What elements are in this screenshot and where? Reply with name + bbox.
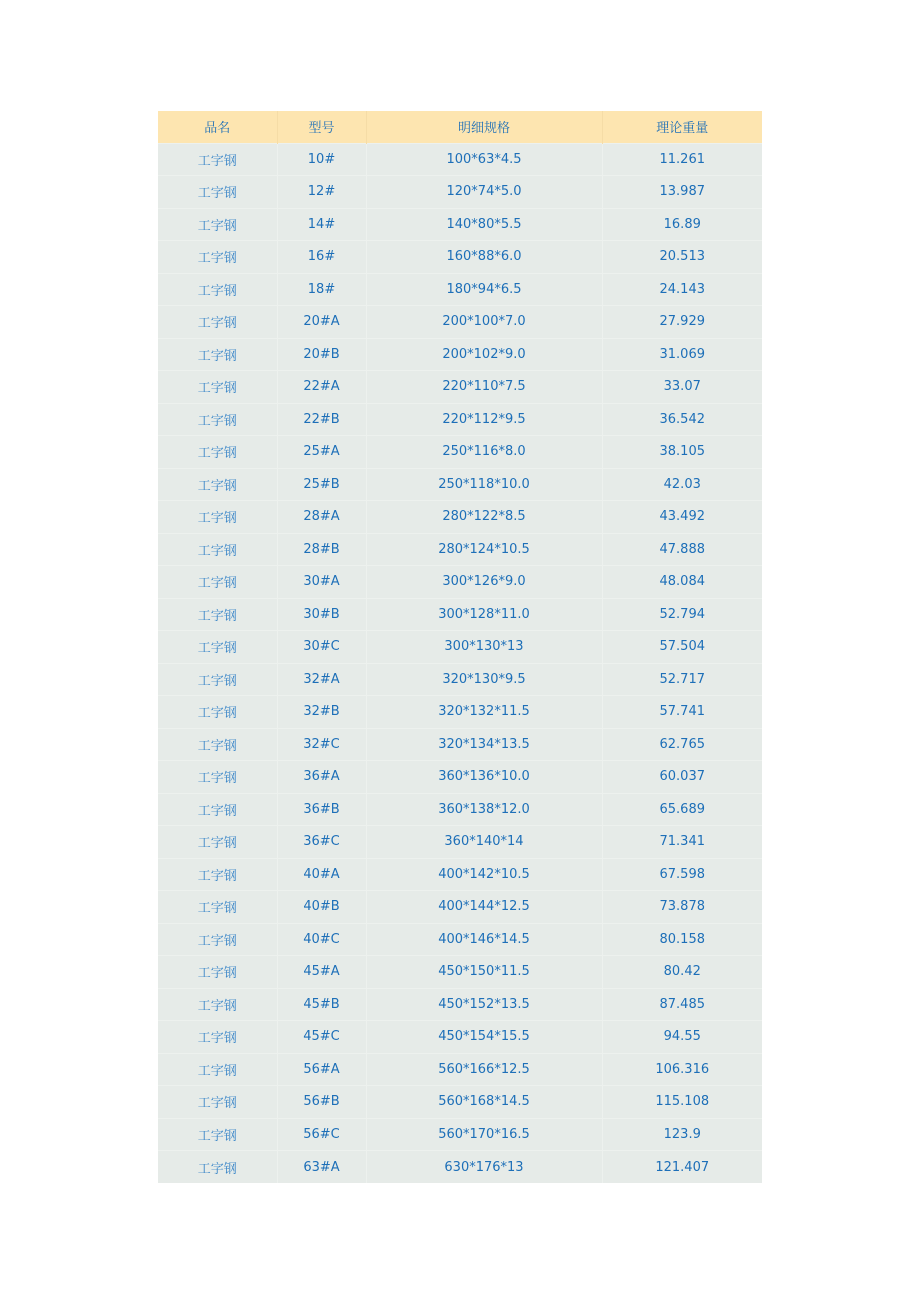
table-row bbox=[158, 793, 762, 826]
cell-model: 28#B bbox=[277, 533, 366, 566]
cell-theoretical-weight: 20.513 bbox=[602, 241, 762, 274]
cell-specification: 560*168*14.5 bbox=[366, 1086, 602, 1119]
cell-theoretical-weight: 121.407 bbox=[602, 1151, 762, 1184]
cell-model: 18# bbox=[277, 273, 366, 306]
cell-theoretical-weight: 80.158 bbox=[602, 923, 762, 956]
cell-specification: 360*138*12.0 bbox=[366, 793, 602, 826]
header-model: 型号 bbox=[277, 111, 366, 143]
cell-model: 40#B bbox=[277, 891, 366, 924]
cell-product-name: 工字钢 bbox=[158, 1151, 277, 1184]
header-row bbox=[158, 111, 762, 143]
cell-specification: 180*94*6.5 bbox=[366, 273, 602, 306]
cell-product-name: 工字钢 bbox=[158, 468, 277, 501]
table-row bbox=[158, 371, 762, 404]
cell-theoretical-weight: 48.084 bbox=[602, 566, 762, 599]
cell-model: 45#C bbox=[277, 1021, 366, 1054]
cell-model: 22#B bbox=[277, 403, 366, 436]
table-row bbox=[158, 631, 762, 664]
cell-model: 32#C bbox=[277, 728, 366, 761]
table-row bbox=[158, 728, 762, 761]
cell-product-name: 工字钢 bbox=[158, 696, 277, 729]
cell-product-name: 工字钢 bbox=[158, 728, 277, 761]
cell-product-name: 工字钢 bbox=[158, 631, 277, 664]
table-header bbox=[158, 111, 762, 143]
cell-product-name: 工字钢 bbox=[158, 1086, 277, 1119]
cell-theoretical-weight: 62.765 bbox=[602, 728, 762, 761]
cell-specification: 320*130*9.5 bbox=[366, 663, 602, 696]
cell-theoretical-weight: 38.105 bbox=[602, 436, 762, 469]
table-row bbox=[158, 663, 762, 696]
cell-specification: 220*110*7.5 bbox=[366, 371, 602, 404]
cell-specification: 450*154*15.5 bbox=[366, 1021, 602, 1054]
cell-specification: 360*140*14 bbox=[366, 826, 602, 859]
cell-model: 56#B bbox=[277, 1086, 366, 1119]
cell-theoretical-weight: 57.741 bbox=[602, 696, 762, 729]
cell-theoretical-weight: 71.341 bbox=[602, 826, 762, 859]
cell-model: 30#B bbox=[277, 598, 366, 631]
cell-product-name: 工字钢 bbox=[158, 988, 277, 1021]
cell-model: 45#B bbox=[277, 988, 366, 1021]
cell-specification: 140*80*5.5 bbox=[366, 208, 602, 241]
cell-specification: 320*134*13.5 bbox=[366, 728, 602, 761]
cell-product-name: 工字钢 bbox=[158, 436, 277, 469]
table-row bbox=[158, 176, 762, 209]
cell-model: 36#B bbox=[277, 793, 366, 826]
table-row bbox=[158, 1021, 762, 1054]
cell-product-name: 工字钢 bbox=[158, 923, 277, 956]
i-beam-spec-table bbox=[158, 111, 762, 1183]
table-row bbox=[158, 988, 762, 1021]
cell-theoretical-weight: 52.794 bbox=[602, 598, 762, 631]
header-specification: 明细规格 bbox=[366, 111, 602, 143]
cell-specification: 120*74*5.0 bbox=[366, 176, 602, 209]
cell-specification: 280*124*10.5 bbox=[366, 533, 602, 566]
cell-model: 25#A bbox=[277, 436, 366, 469]
table-row bbox=[158, 143, 762, 176]
cell-product-name: 工字钢 bbox=[158, 566, 277, 599]
cell-model: 40#C bbox=[277, 923, 366, 956]
cell-model: 30#A bbox=[277, 566, 366, 599]
cell-specification: 400*142*10.5 bbox=[366, 858, 602, 891]
table-row bbox=[158, 598, 762, 631]
cell-model: 30#C bbox=[277, 631, 366, 664]
cell-product-name: 工字钢 bbox=[158, 403, 277, 436]
cell-theoretical-weight: 65.689 bbox=[602, 793, 762, 826]
cell-theoretical-weight: 52.717 bbox=[602, 663, 762, 696]
cell-theoretical-weight: 106.316 bbox=[602, 1053, 762, 1086]
cell-product-name: 工字钢 bbox=[158, 241, 277, 274]
cell-theoretical-weight: 87.485 bbox=[602, 988, 762, 1021]
cell-model: 16# bbox=[277, 241, 366, 274]
cell-model: 40#A bbox=[277, 858, 366, 891]
cell-theoretical-weight: 115.108 bbox=[602, 1086, 762, 1119]
cell-specification: 560*170*16.5 bbox=[366, 1118, 602, 1151]
header-product-name: 品名 bbox=[158, 111, 277, 143]
cell-product-name: 工字钢 bbox=[158, 208, 277, 241]
table-row bbox=[158, 338, 762, 371]
table-row bbox=[158, 273, 762, 306]
table-row bbox=[158, 501, 762, 534]
cell-specification: 400*144*12.5 bbox=[366, 891, 602, 924]
cell-theoretical-weight: 94.55 bbox=[602, 1021, 762, 1054]
table-row bbox=[158, 1118, 762, 1151]
cell-model: 25#B bbox=[277, 468, 366, 501]
cell-theoretical-weight: 31.069 bbox=[602, 338, 762, 371]
cell-product-name: 工字钢 bbox=[158, 598, 277, 631]
cell-product-name: 工字钢 bbox=[158, 501, 277, 534]
cell-product-name: 工字钢 bbox=[158, 338, 277, 371]
table-row bbox=[158, 403, 762, 436]
cell-specification: 320*132*11.5 bbox=[366, 696, 602, 729]
cell-theoretical-weight: 80.42 bbox=[602, 956, 762, 989]
header-theoretical-weight: 理论重量 bbox=[656, 121, 709, 137]
cell-product-name: 工字钢 bbox=[158, 371, 277, 404]
cell-product-name: 工字钢 bbox=[158, 306, 277, 339]
cell-model: 12# bbox=[277, 176, 366, 209]
cell-specification: 250*116*8.0 bbox=[366, 436, 602, 469]
cell-specification: 200*102*9.0 bbox=[366, 338, 602, 371]
cell-model: 20#B bbox=[277, 338, 366, 371]
cell-product-name: 工字钢 bbox=[158, 533, 277, 566]
cell-model: 22#A bbox=[277, 371, 366, 404]
table-row bbox=[158, 956, 762, 989]
cell-theoretical-weight: 47.888 bbox=[602, 533, 762, 566]
table-row bbox=[158, 306, 762, 339]
cell-product-name: 工字钢 bbox=[158, 1021, 277, 1054]
cell-product-name: 工字钢 bbox=[158, 793, 277, 826]
cell-product-name: 工字钢 bbox=[158, 956, 277, 989]
cell-theoretical-weight: 36.542 bbox=[602, 403, 762, 436]
cell-model: 20#A bbox=[277, 306, 366, 339]
cell-product-name: 工字钢 bbox=[158, 273, 277, 306]
cell-model: 63#A bbox=[277, 1151, 366, 1184]
cell-model: 32#A bbox=[277, 663, 366, 696]
table-row bbox=[158, 1053, 762, 1086]
table-row bbox=[158, 241, 762, 274]
cell-product-name: 工字钢 bbox=[158, 176, 277, 209]
cell-specification: 280*122*8.5 bbox=[366, 501, 602, 534]
cell-model: 45#A bbox=[277, 956, 366, 989]
table-row bbox=[158, 891, 762, 924]
cell-specification: 450*152*13.5 bbox=[366, 988, 602, 1021]
cell-product-name: 工字钢 bbox=[158, 143, 277, 176]
table-row bbox=[158, 1086, 762, 1119]
cell-theoretical-weight: 16.89 bbox=[602, 208, 762, 241]
cell-specification: 300*126*9.0 bbox=[366, 566, 602, 599]
table-row bbox=[158, 923, 762, 956]
cell-theoretical-weight: 33.07 bbox=[602, 371, 762, 404]
cell-specification: 300*130*13 bbox=[366, 631, 602, 664]
cell-theoretical-weight: 11.261 bbox=[602, 143, 762, 176]
cell-specification: 450*150*11.5 bbox=[366, 956, 602, 989]
cell-specification: 220*112*9.5 bbox=[366, 403, 602, 436]
cell-theoretical-weight: 57.504 bbox=[602, 631, 762, 664]
cell-specification: 300*128*11.0 bbox=[366, 598, 602, 631]
cell-model: 56#A bbox=[277, 1053, 366, 1086]
table-row bbox=[158, 436, 762, 469]
cell-specification: 100*63*4.5 bbox=[366, 143, 602, 176]
table-row bbox=[158, 566, 762, 599]
cell-theoretical-weight: 123.9 bbox=[602, 1118, 762, 1151]
cell-model: 36#A bbox=[277, 761, 366, 794]
cell-theoretical-weight: 73.878 bbox=[602, 891, 762, 924]
table-row bbox=[158, 533, 762, 566]
cell-theoretical-weight: 27.929 bbox=[602, 306, 762, 339]
cell-product-name: 工字钢 bbox=[158, 858, 277, 891]
cell-specification: 630*176*13 bbox=[366, 1151, 602, 1184]
table-body bbox=[158, 143, 762, 1183]
cell-product-name: 工字钢 bbox=[158, 826, 277, 859]
cell-model: 32#B bbox=[277, 696, 366, 729]
cell-product-name: 工字钢 bbox=[158, 891, 277, 924]
cell-specification: 360*136*10.0 bbox=[366, 761, 602, 794]
cell-model: 56#C bbox=[277, 1118, 366, 1151]
table-row bbox=[158, 1151, 762, 1184]
cell-model: 28#A bbox=[277, 501, 366, 534]
cell-theoretical-weight: 67.598 bbox=[602, 858, 762, 891]
cell-specification: 200*100*7.0 bbox=[366, 306, 602, 339]
cell-specification: 400*146*14.5 bbox=[366, 923, 602, 956]
cell-theoretical-weight: 13.987 bbox=[602, 176, 762, 209]
table-row bbox=[158, 468, 762, 501]
cell-theoretical-weight: 43.492 bbox=[602, 501, 762, 534]
table-row bbox=[158, 208, 762, 241]
table-row bbox=[158, 696, 762, 729]
cell-theoretical-weight: 24.143 bbox=[602, 273, 762, 306]
table-row bbox=[158, 858, 762, 891]
cell-model: 36#C bbox=[277, 826, 366, 859]
cell-model: 10# bbox=[277, 143, 366, 176]
cell-specification: 250*118*10.0 bbox=[366, 468, 602, 501]
cell-product-name: 工字钢 bbox=[158, 663, 277, 696]
cell-theoretical-weight: 42.03 bbox=[602, 468, 762, 501]
cell-product-name: 工字钢 bbox=[158, 1053, 277, 1086]
cell-specification: 560*166*12.5 bbox=[366, 1053, 602, 1086]
table-row bbox=[158, 826, 762, 859]
steel-spec-sheet bbox=[158, 111, 762, 1183]
cell-product-name: 工字钢 bbox=[158, 761, 277, 794]
cell-specification: 160*88*6.0 bbox=[366, 241, 602, 274]
cell-model: 14# bbox=[277, 208, 366, 241]
cell-product-name: 工字钢 bbox=[158, 1118, 277, 1151]
cell-theoretical-weight: 60.037 bbox=[602, 761, 762, 794]
table-row bbox=[158, 761, 762, 794]
